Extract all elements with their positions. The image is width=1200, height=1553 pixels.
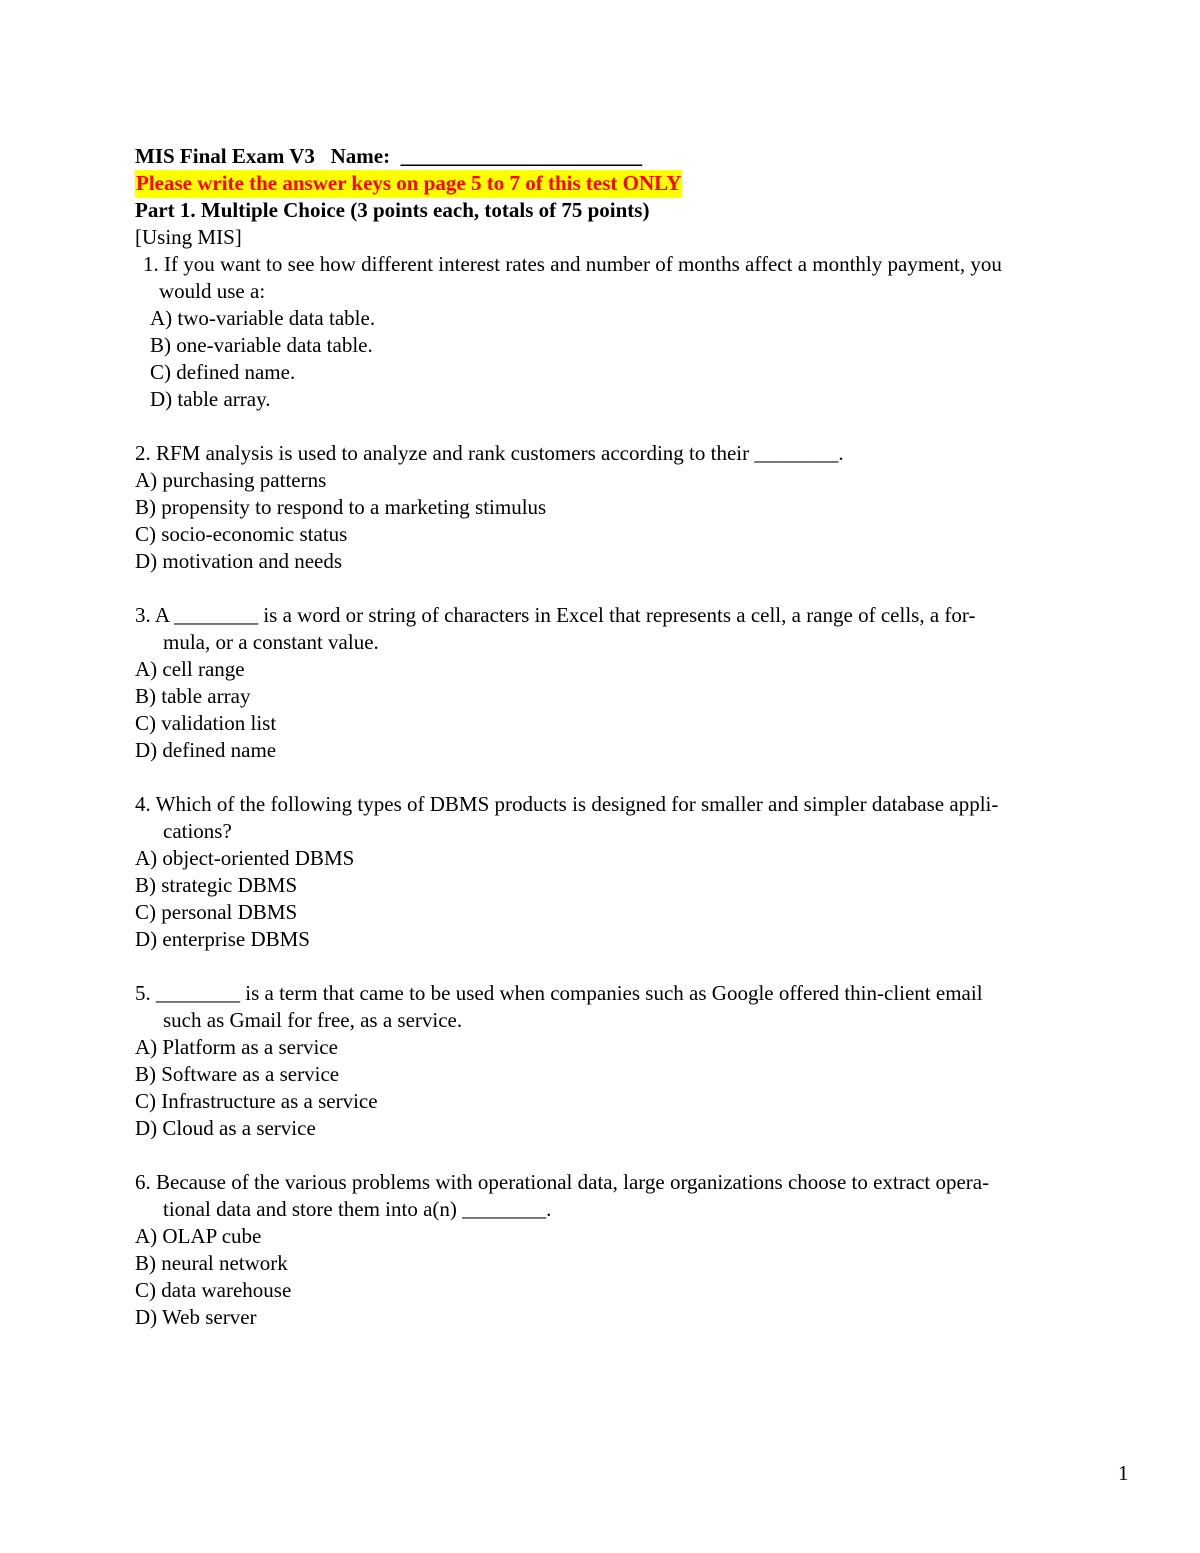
option-a: A) purchasing patterns <box>135 468 327 492</box>
question-stem: 4. Which of the following types of DBMS products is designed for smaller and simpler database appli- <box>135 792 999 816</box>
question-stem: 6. Because of the various problems with operational data, large organizations choose to extract opera- <box>135 1170 990 1194</box>
question-stem-continued: cations? <box>163 819 232 843</box>
question-stem-continued: would use a: <box>159 279 266 303</box>
option-b: B) Software as a service <box>135 1062 340 1086</box>
option-d: D) Cloud as a service <box>135 1116 316 1140</box>
option-c: C) socio-economic status <box>135 522 348 546</box>
instruction-line <box>135 170 1125 197</box>
option-c: C) defined name. <box>150 360 296 384</box>
option-a: A) Platform as a service <box>135 1035 338 1059</box>
option-d: D) Web server <box>135 1305 257 1329</box>
question-stem-continued: tional data and store them into a(n) ________. <box>163 1197 552 1221</box>
section-label: [Using MIS] <box>135 225 242 249</box>
page-number: 1 <box>1118 1461 1129 1485</box>
name-blank: _______________________ <box>400 144 643 168</box>
question-4 <box>135 791 1125 953</box>
option-a: A) two-variable data table. <box>150 306 376 330</box>
option-c: C) personal DBMS <box>135 900 298 924</box>
question-stem: 2. RFM analysis is used to analyze and rank customers according to their ________. <box>135 441 844 465</box>
option-a: A) object-oriented DBMS <box>135 846 355 870</box>
option-d: D) table array. <box>150 387 271 411</box>
answer-key-instruction: Please write the answer keys on page 5 to 7 of this test ONLY <box>136 171 682 195</box>
exam-page <box>135 143 1125 1331</box>
question-stem-continued: mula, or a constant value. <box>163 630 379 654</box>
option-a: A) OLAP cube <box>135 1224 262 1248</box>
question-3 <box>135 602 1125 764</box>
question-2 <box>135 440 1125 575</box>
question-stem: 5. ________ is a term that came to be used when companies such as Google offered thin-client email <box>135 981 983 1005</box>
option-d: D) motivation and needs <box>135 549 343 573</box>
question-stem: 3. A ________ is a word or string of characters in Excel that represents a cell, a range of cells, a for- <box>135 603 976 627</box>
question-stem-continued: such as Gmail for free, as a service. <box>163 1008 463 1032</box>
option-c: C) data warehouse <box>135 1278 292 1302</box>
option-a: A) cell range <box>135 657 245 681</box>
option-b: B) strategic DBMS <box>135 873 298 897</box>
option-b: B) one-variable data table. <box>150 333 373 357</box>
option-d: D) defined name <box>135 738 277 762</box>
exam-title: MIS Final Exam V3 <box>135 144 315 168</box>
question-6 <box>135 1169 1125 1331</box>
option-c: C) Infrastructure as a service <box>135 1089 378 1113</box>
exam-header-line <box>135 143 1125 170</box>
question-stem: 1. If you want to see how different interest rates and number of months affect a monthly payment, you <box>143 252 1002 276</box>
question-5 <box>135 980 1125 1142</box>
option-b: B) propensity to respond to a marketing stimulus <box>135 495 547 519</box>
option-d: D) enterprise DBMS <box>135 927 310 951</box>
name-label: Name: <box>330 144 391 168</box>
option-b: B) neural network <box>135 1251 288 1275</box>
part-title: Part 1. Multiple Choice (3 points each, totals of 75 points) <box>135 198 650 222</box>
option-b: B) table array <box>135 684 251 708</box>
question-1 <box>135 251 1125 413</box>
option-c: C) validation list <box>135 711 277 735</box>
